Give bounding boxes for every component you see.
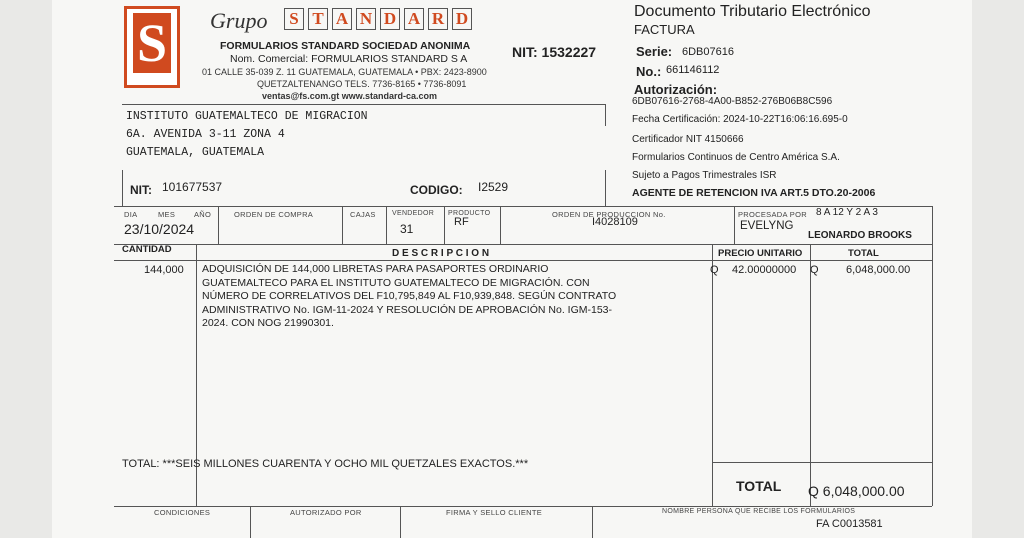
grupo-label: Grupo	[210, 8, 268, 33]
orden-produccion-label: ORDEN DE PRODUCCION No.	[552, 210, 666, 219]
dte-subtitle: FACTURA	[634, 22, 695, 37]
brand-letter: A	[404, 8, 424, 30]
code-right: 8 A 12 Y 2 A 3	[816, 207, 878, 218]
col-precio: PRECIO UNITARIO	[718, 248, 803, 259]
client-name: INSTITUTO GUATEMALTECO DE MIGRACION	[126, 110, 368, 123]
agente-retencion: AGENTE DE RETENCION IVA ART.5 DTO.20-2006	[632, 187, 876, 199]
desc-line: NÚMERO DE CORRELATIVOS DEL F10,795,849 AL F10,939,848. SEGÚN CONTRATO	[202, 290, 617, 302]
desc-line: ADQUISICIÓN DE 144,000 LIBRETAS PARA PASAPORTES ORDINARIO	[202, 263, 549, 275]
brand-letters	[284, 8, 472, 30]
desc-line: GUATEMALTECO PARA EL INSTITUTO GUATEMALTECO DE MIGRACIÓN. CON	[202, 276, 590, 289]
orden-compra-label: ORDEN DE COMPRA	[234, 210, 314, 219]
item-cantidad: 144,000	[144, 264, 184, 276]
client-nit-label: NIT:	[130, 183, 152, 197]
issuer-web: ventas@fs.com.gt www.standard-ca.com	[262, 91, 437, 101]
item-precio: 42.00000000	[732, 264, 797, 276]
issuer-phones: QUETZALTENANGO TELS. 7736-8165 • 7736-8091	[257, 79, 467, 89]
cajas-label: CAJAS	[350, 210, 376, 219]
procesada-por-label: PROCESADA POR	[738, 210, 807, 219]
procesada-por-value: EVELYNG	[740, 220, 794, 232]
no-value: 661146112	[666, 64, 720, 76]
total-label: TOTAL	[736, 478, 782, 494]
codigo-value: I2529	[478, 180, 509, 194]
dte-title: Documento Tributario Electrónico	[634, 3, 871, 20]
client-address-1: 6A. AVENIDA 3-11 ZONA 4	[126, 128, 285, 141]
autorizacion-label: Autorización:	[634, 82, 718, 97]
brand-letter: T	[308, 8, 328, 30]
footer-nombre: NOMBRE PERSONA QUE RECIBE LOS FORMULARIOS	[662, 508, 856, 515]
issuer-address: 01 CALLE 35-039 Z. 11 GUATEMALA, GUATEMALA • PBX: 2423-8900	[202, 67, 487, 77]
total-value: Q 6,048,000.00	[808, 483, 905, 499]
currency-symbol: Q	[710, 264, 719, 276]
producto-value: RF	[454, 216, 469, 228]
signer-name: LEONARDO BROOKS	[808, 230, 912, 241]
certificador-name: Formularios Continuos de Centro América S.A.	[632, 152, 840, 163]
brand-letter: D	[380, 8, 400, 30]
dia-label: DIA	[124, 210, 138, 219]
item-description	[202, 263, 616, 331]
fecha-certificacion: Fecha Certificación: 2024-10-22T16:06:16.695-0	[632, 114, 848, 125]
col-total: TOTAL	[848, 248, 879, 259]
brand-letter: N	[356, 8, 376, 30]
currency-symbol: Q	[810, 264, 819, 276]
item-total: 6,048,000.00	[846, 264, 911, 276]
codigo-label: CODIGO:	[410, 183, 463, 197]
vendedor-label: VENDEDOR	[392, 210, 435, 217]
brand-letter: D	[452, 8, 472, 30]
anio-label: AÑO	[194, 210, 212, 219]
standard-logo: S	[124, 6, 180, 88]
serie-label: Serie:	[636, 44, 673, 59]
orden-produccion-value: I4028109	[592, 216, 638, 228]
brand-letter: R	[428, 8, 448, 30]
footer-condiciones: CONDICIONES	[154, 508, 211, 517]
autorizacion-value: 6DB07616-2768-4A00-B852-276B06B8C596	[632, 96, 833, 107]
footer-fa-number: FA C0013581	[816, 518, 883, 530]
vendedor-value: 31	[400, 222, 414, 236]
col-cantidad: CANTIDAD	[122, 244, 172, 255]
no-label: No.:	[636, 64, 662, 79]
total-in-words: TOTAL: ***SEIS MILLONES CUARENTA Y OCHO MIL QUETZALES EXACTOS.***	[122, 458, 529, 470]
mes-label: MES	[158, 210, 176, 219]
commercial-name: Nom. Comercial: FORMULARIOS STANDARD S A	[230, 53, 468, 65]
desc-line: 2024. CON NOG 21990301.	[202, 317, 334, 329]
invoice-date: 23/10/2024	[124, 221, 195, 237]
footer-autorizado: AUTORIZADO POR	[290, 508, 362, 517]
brand-letter: S	[284, 8, 304, 30]
footer-firma: FIRMA Y SELLO CLIENTE	[446, 508, 543, 517]
certificador: Certificador NIT 4150666	[632, 134, 744, 145]
client-nit: 101677537	[162, 180, 223, 194]
desc-line: ADMINISTRATIVO No. IGM-11-2024 Y RESOLUCIÓN DE APROBACIÓN No. IGM-153-	[202, 303, 612, 316]
client-address-2: GUATEMALA, GUATEMALA	[126, 146, 265, 159]
brand-letter: A	[332, 8, 352, 30]
producto-label: PRODUCTO	[448, 210, 491, 217]
issuer-nit: NIT: 1532227	[512, 44, 597, 60]
company-name: FORMULARIOS STANDARD SOCIEDAD ANONIMA	[220, 40, 471, 52]
serie-value: 6DB07616	[682, 46, 734, 58]
col-descripcion: D E S C R I P C I O N	[392, 248, 490, 259]
invoice-page	[52, 0, 972, 538]
regimen: Sujeto a Pagos Trimestrales ISR	[632, 170, 777, 181]
